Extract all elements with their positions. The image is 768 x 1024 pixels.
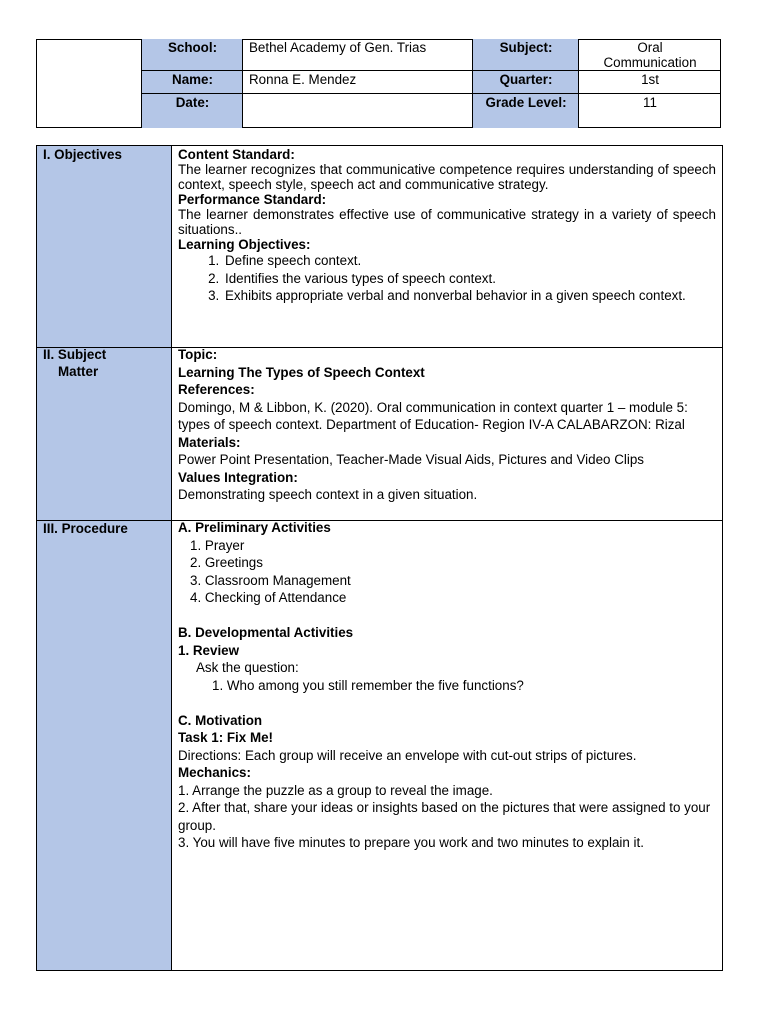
list-item: 2. Identifies the various types of speech context. (223, 270, 716, 288)
developmental-heading: B. Developmental Activities (178, 625, 354, 640)
list-item: 3. You will have five minutes to prepare you work and two minutes to explain it. (178, 835, 644, 850)
quarter-label: Quarter: (472, 70, 579, 94)
list-item: 3. Exhibits appropriate verbal and nonverbal behavior in a given speech context. (223, 287, 716, 305)
values-heading: Values Integration: (178, 469, 298, 485)
list-item: 1. Arrange the puzzle as a group to reveal the image. (178, 782, 493, 798)
subject-matter-content (172, 346, 722, 504)
procedure-section-label: III. Procedure (43, 521, 128, 536)
name-value: Ronna E. Mendez (242, 70, 473, 94)
review-prompt: Ask the question: (196, 660, 299, 675)
review-question: 1. Who among you still remember the five functions? (212, 677, 524, 693)
list-item: 1. Prayer (190, 537, 245, 553)
topic-value: Learning The Types of Speech Context (178, 364, 425, 380)
subject-matter-label-line2: Matter (58, 364, 99, 379)
materials-text: Power Point Presentation, Teacher-Made Visual Aids, Pictures and Video Clips (178, 452, 644, 467)
name-label: Name: (141, 70, 243, 94)
references-heading: References: (178, 382, 255, 397)
performance-standard-heading: Performance Standard: (178, 192, 327, 207)
grade-label: Grade Level: (472, 93, 579, 128)
content-standard-text: The learner recognizes that communicative competence requires understanding of speech context, speech style, speech act and communicative strategy. (178, 162, 716, 192)
list-item: 1. Define speech context. (223, 252, 716, 270)
list-item: 2. After that, share your ideas or insights based on the pictures that were assigned to your group. (178, 800, 711, 833)
objectives-section-label: I. Objectives (43, 147, 122, 162)
subject-matter-label-line1: II. Subject (43, 347, 107, 362)
subject-matter-section-label (37, 346, 178, 380)
content-standard-heading: Content Standard: (178, 147, 295, 162)
list-item: 2. Greetings (190, 555, 263, 570)
left-label-column (37, 146, 172, 970)
header-table (36, 39, 721, 128)
list-item: 4. Checking of Attendance (190, 590, 347, 605)
subject-label: Subject: (472, 39, 579, 70)
date-value (242, 93, 473, 128)
references-text: Domingo, M & Libbon, K. (2020). Oral communication in context quarter 1 – module 5: types of speech context. Department of Education- Region IV-A CALABARZON: Rizal (178, 399, 688, 432)
topic-heading: Topic: (178, 347, 218, 362)
subject-value (578, 39, 721, 70)
learning-objectives-heading: Learning Objectives: (178, 237, 311, 252)
mechanics-heading: Mechanics: (178, 765, 251, 780)
objectives-content (172, 147, 722, 305)
values-text: Demonstrating speech context in a given situation. (178, 487, 478, 502)
directions-text: Directions: Each group will receive an envelope with cut-out strips of pictures. (178, 747, 637, 763)
date-label: Date: (141, 93, 243, 128)
materials-heading: Materials: (178, 434, 241, 450)
school-value: Bethel Academy of Gen. Trias (242, 39, 473, 70)
motivation-heading: C. Motivation (178, 712, 263, 728)
performance-standard-text: The learner demonstrates effective use of communicative strategy in a variety of speech situations.. (178, 207, 716, 237)
grade-value: 11 (578, 93, 721, 128)
learning-objectives-list (178, 252, 716, 305)
subject-value-line2: Communication (603, 55, 697, 70)
list-item: 3. Classroom Management (190, 572, 351, 588)
quarter-value: 1st (578, 70, 721, 94)
lesson-plan-table (36, 145, 723, 971)
preliminary-heading: A. Preliminary Activities (178, 520, 331, 535)
school-label: School: (141, 39, 243, 70)
subject-value-line1: Oral (637, 40, 663, 55)
review-heading: 1. Review (178, 642, 240, 658)
task-heading: Task 1: Fix Me! (178, 730, 274, 745)
procedure-content (172, 519, 722, 852)
